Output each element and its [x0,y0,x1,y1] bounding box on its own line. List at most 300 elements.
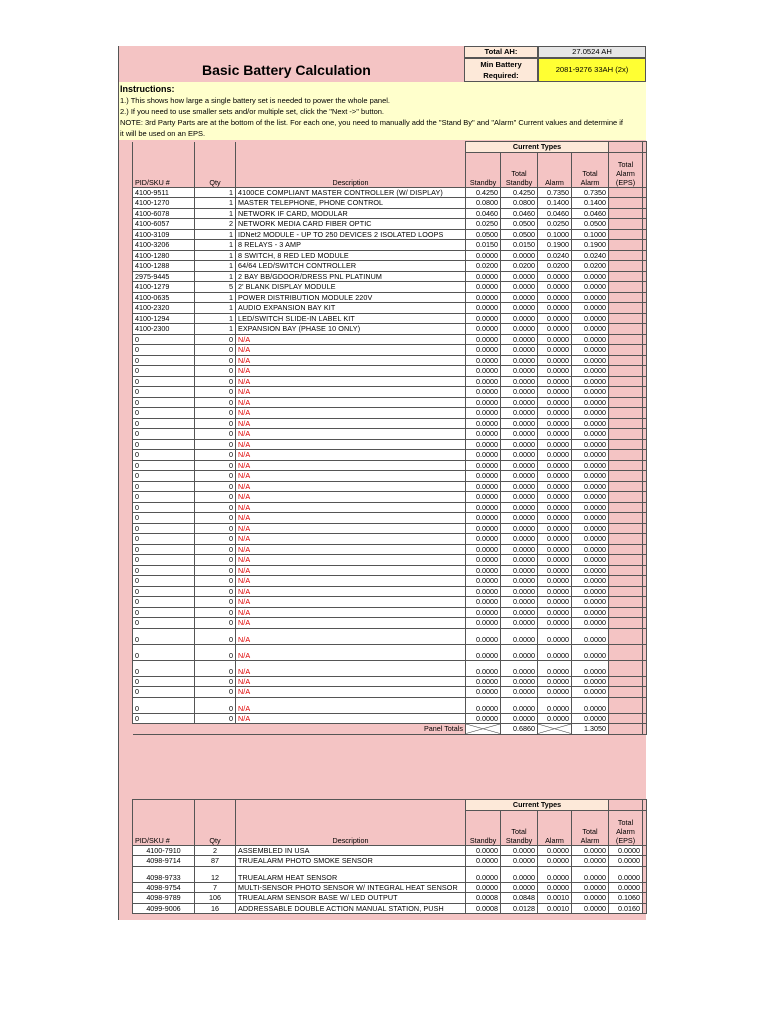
total-standby-cell: 0.0000 [501,687,538,698]
total-alarm-cell: 0.0460 [572,208,609,219]
alarm-cell: 0.0000 [538,502,572,513]
sku-cell: 0 [133,376,195,387]
sku-cell: 0 [133,345,195,356]
column-header-standby: Standby [466,810,501,845]
description-cell: LED/SWITCH SLIDE-IN LABEL KIT [236,313,466,324]
standby-cell: 0.0008 [466,903,501,914]
total-alarm-cell: 0.0000 [572,345,609,356]
eps-spacer [609,800,643,811]
total-alarm-cell: 0.0000 [572,397,609,408]
qty-cell: 87 [195,856,236,867]
total-alarm-cell: 0.0000 [572,292,609,303]
description-cell: N/A [236,366,466,377]
qty-cell: 0 [195,429,236,440]
total-alarm-cell: 0.0000 [572,866,609,882]
column-header-standby: Standby [466,152,501,187]
standby-cell: 0.0000 [466,429,501,440]
total-standby-cell: 0.0000 [501,502,538,513]
sku-cell: 4100-3206 [133,240,195,251]
total-alarm-cell: 0.0000 [572,882,609,893]
alarm-cell: 0.0000 [538,345,572,356]
total-alarm-eps-cell [609,408,643,419]
total-alarm-eps-cell [609,313,643,324]
table-row [133,513,647,524]
description-cell: TRUEALARM PHOTO SMOKE SENSOR [236,856,466,867]
sku-cell: 0 [133,544,195,555]
qty-cell: 5 [195,282,236,293]
total-alarm-eps-cell [609,429,643,440]
edge-spacer [643,313,647,324]
edge-spacer [643,586,647,597]
total-alarm-sum: 1.3050 [572,724,609,735]
description-cell: 8 SWITCH, 8 RED LED MODULE [236,250,466,261]
table-row [133,324,647,335]
total-standby-cell: 0.0000 [501,660,538,676]
alarm-cell: 0.0000 [538,882,572,893]
total-alarm-eps-cell [609,198,643,209]
standby-cell: 0.0000 [466,376,501,387]
current-types-row [133,142,647,153]
table-row [133,502,647,513]
cross-mark [538,724,571,734]
sku-cell: 0 [133,408,195,419]
table-row [133,229,647,240]
qty-cell: 0 [195,555,236,566]
min-battery-label-line1: Min Battery [480,60,522,69]
edge-spacer [643,618,647,629]
total-standby-cell: 0.0000 [501,523,538,534]
description-cell: N/A [236,450,466,461]
description-cell: POWER DISTRIBUTION MODULE 220V [236,292,466,303]
sku-cell: 4100-2300 [133,324,195,335]
total-alarm-eps-cell [609,208,643,219]
sku-cell: 4099-9006 [133,903,195,914]
alarm-cell: 0.0000 [538,687,572,698]
sku-cell: 0 [133,586,195,597]
total-alarm-cell: 0.0000 [572,544,609,555]
qty-cell: 2 [195,219,236,230]
total-alarm-eps-cell [609,240,643,251]
qty-cell: 1 [195,229,236,240]
total-standby-cell: 0.0000 [501,676,538,687]
edge-spacer [643,387,647,398]
total-alarm-eps-cell [609,229,643,240]
total-alarm-eps-cell [609,271,643,282]
alarm-cell: 0.0000 [538,292,572,303]
total-standby-cell: 0.0000 [501,597,538,608]
sku-cell: 4098-9754 [133,882,195,893]
standby-cell: 0.4250 [466,187,501,198]
sku-cell: 0 [133,687,195,698]
table-row [133,408,647,419]
description-cell: N/A [236,502,466,513]
edge-spacer [643,534,647,545]
table-row [133,219,647,230]
standby-cell: 0.0000 [466,387,501,398]
total-standby-cell: 0.0460 [501,208,538,219]
total-alarm-eps-cell: 0.0000 [609,845,643,856]
table-row [133,660,647,676]
total-standby-cell: 0.0150 [501,240,538,251]
total-alarm-cell: 0.1400 [572,198,609,209]
qty-cell: 0 [195,513,236,524]
alarm-cell: 0.0000 [538,355,572,366]
edge-spacer [643,366,647,377]
description-cell: N/A [236,376,466,387]
sku-cell: 4100-1279 [133,282,195,293]
total-standby-cell: 0.0000 [501,460,538,471]
alarm-cell: 0.0000 [538,697,572,713]
total-standby-cell: 0.0000 [501,534,538,545]
total-standby-cell: 0.0800 [501,198,538,209]
total-standby-cell: 0.0128 [501,903,538,914]
description-cell: N/A [236,534,466,545]
standby-cell: 0.0000 [466,324,501,335]
qty-cell: 0 [195,471,236,482]
sku-cell: 0 [133,660,195,676]
total-alarm-eps-cell [609,544,643,555]
alarm-cell: 0.0000 [538,565,572,576]
qty-cell: 0 [195,387,236,398]
total-standby-cell: 0.0000 [501,565,538,576]
table-row [133,586,647,597]
table-row [133,460,647,471]
total-alarm-eps-cell [609,418,643,429]
total-standby-cell: 0.0848 [501,893,538,904]
total-alarm-eps-cell [609,366,643,377]
total-alarm-eps-cell [609,481,643,492]
qty-cell: 1 [195,187,236,198]
column-header-sku: PID/SKU # [133,152,195,187]
empty-total-cross [466,724,501,735]
total-standby-cell: 0.4250 [501,187,538,198]
total-standby-cell: 0.0000 [501,866,538,882]
standby-cell: 0.0000 [466,471,501,482]
standby-cell: 0.0000 [466,397,501,408]
edge-spacer [643,429,647,440]
table-row [133,345,647,356]
total-alarm-eps-cell [609,261,643,272]
standby-cell: 0.0008 [466,893,501,904]
qty-cell: 0 [195,450,236,461]
qty-cell: 0 [195,418,236,429]
description-cell: N/A [236,565,466,576]
edge-spacer [643,345,647,356]
eps-spacer [609,142,643,153]
total-alarm-eps-cell [609,687,643,698]
standby-cell: 0.0500 [466,229,501,240]
standby-cell: 0.0000 [466,418,501,429]
total-standby-cell: 0.0000 [501,313,538,324]
standby-cell: 0.0000 [466,713,501,724]
description-cell: MULTI-SENSOR PHOTO SENSOR W/ INTEGRAL HEAT SENSOR [236,882,466,893]
total-alarm-eps-cell [609,523,643,534]
header-spacer [133,142,195,153]
cross-mark [466,724,500,734]
total-alarm-cell: 0.0000 [572,845,609,856]
total-standby-cell: 0.0000 [501,697,538,713]
total-alarm-eps-cell: 0.0160 [609,903,643,914]
total-alarm-cell: 0.0000 [572,334,609,345]
sku-cell: 0 [133,429,195,440]
description-cell: N/A [236,544,466,555]
total-alarm-cell: 0.0000 [572,387,609,398]
table-row [133,418,647,429]
description-cell: 4100CE COMPLIANT MASTER CONTROLLER (W/ DISPLAY) [236,187,466,198]
qty-cell: 1 [195,240,236,251]
standby-cell: 0.0000 [466,687,501,698]
qty-cell: 0 [195,481,236,492]
total-alarm-cell: 0.0000 [572,628,609,644]
sku-cell: 4100-1288 [133,261,195,272]
description-cell: 2 BAY BB/GDOOR/DRESS PNL PLATINUM [236,271,466,282]
standby-cell: 0.0000 [466,408,501,419]
standby-cell: 0.0000 [466,334,501,345]
total-standby-cell: 0.0000 [501,439,538,450]
standby-cell: 0.0000 [466,313,501,324]
total-alarm-cell: 0.7350 [572,187,609,198]
qty-cell: 0 [195,345,236,356]
column-header-total-alarm: Total Alarm [572,810,609,845]
standby-cell: 0.0000 [466,586,501,597]
total-alarm-eps-cell [609,676,643,687]
edge-spacer [643,450,647,461]
edge-spacer [643,724,647,735]
alarm-cell: 0.0000 [538,513,572,524]
table-row [133,893,647,904]
total-alarm-cell: 0.1000 [572,229,609,240]
total-alarm-cell: 0.0000 [572,687,609,698]
total-standby-sum: 0.6860 [501,724,538,735]
sku-cell: 4100-1294 [133,313,195,324]
total-alarm-cell: 0.0000 [572,565,609,576]
standby-cell: 0.0000 [466,607,501,618]
edge-spacer [643,198,647,209]
edge-spacer [643,229,647,240]
sku-cell: 4100-9511 [133,187,195,198]
standby-cell: 0.0000 [466,628,501,644]
description-cell: N/A [236,607,466,618]
edge-spacer [643,481,647,492]
alarm-cell: 0.0000 [538,481,572,492]
alarm-cell: 0.0000 [538,607,572,618]
total-alarm-cell: 0.0000 [572,697,609,713]
total-alarm-eps-cell [609,439,643,450]
standby-cell: 0.0000 [466,366,501,377]
total-alarm-cell: 0.0000 [572,676,609,687]
qty-cell: 0 [195,355,236,366]
standby-cell: 0.0150 [466,240,501,251]
alarm-cell: 0.0000 [538,324,572,335]
alarm-cell: 0.0000 [538,597,572,608]
qty-cell: 0 [195,576,236,587]
total-standby-cell: 0.0000 [501,882,538,893]
edge-spacer [643,565,647,576]
alarm-cell: 0.0000 [538,856,572,867]
empty-total-cross [538,724,572,735]
total-standby-cell: 0.0000 [501,586,538,597]
table-row [133,845,647,856]
panel-totals-label: Panel Totals [133,724,466,735]
edge-spacer [643,471,647,482]
description-cell: N/A [236,429,466,440]
sku-cell: 0 [133,576,195,587]
header-spacer [195,800,236,811]
standby-cell: 0.0000 [466,450,501,461]
total-alarm-eps-cell [609,324,643,335]
description-cell: 2' BLANK DISPLAY MODULE [236,282,466,293]
total-alarm-cell: 0.0000 [572,271,609,282]
sku-cell: 4100-6078 [133,208,195,219]
table-row [133,439,647,450]
total-standby-cell: 0.0000 [501,713,538,724]
qty-cell: 1 [195,198,236,209]
edge-spacer [643,208,647,219]
standby-cell: 0.0250 [466,219,501,230]
column-header-total-alarm-eps: Total Alarm (EPS) [609,810,643,845]
standby-cell: 0.0000 [466,660,501,676]
qty-cell: 0 [195,644,236,660]
total-alarm-cell: 0.0000 [572,502,609,513]
sku-cell: 0 [133,697,195,713]
qty-cell: 0 [195,565,236,576]
sku-cell: 4098-9789 [133,893,195,904]
page-title: Basic Battery Calculation [202,62,371,78]
total-standby-cell: 0.0500 [501,219,538,230]
table-row [133,429,647,440]
description-cell: N/A [236,355,466,366]
column-header-total-standby: Total Standby [501,152,538,187]
table-row [133,607,647,618]
description-cell: N/A [236,597,466,608]
current-types-label: Current Types [466,800,609,811]
description-cell: ASSEMBLED IN USA [236,845,466,856]
total-alarm-eps-cell [609,644,643,660]
standby-cell: 0.0000 [466,697,501,713]
table-row [133,313,647,324]
description-cell: AUDIO EXPANSION BAY KIT [236,303,466,314]
table-row [133,903,647,914]
eps-spacer [609,724,643,735]
total-standby-cell: 0.0000 [501,366,538,377]
edge-spacer [643,800,647,811]
edge-spacer [643,856,647,867]
edge-spacer [643,893,647,904]
standby-cell: 0.0000 [466,271,501,282]
qty-cell: 0 [195,687,236,698]
total-standby-cell: 0.0000 [501,644,538,660]
total-alarm-eps-cell [609,713,643,724]
description-cell: N/A [236,676,466,687]
qty-cell: 1 [195,324,236,335]
alarm-cell: 0.0000 [538,845,572,856]
total-standby-cell: 0.0000 [501,282,538,293]
edge-spacer [643,334,647,345]
total-alarm-eps-cell [609,565,643,576]
alarm-cell: 0.0000 [538,660,572,676]
panel-totals-row [133,724,647,735]
total-alarm-cell: 0.0000 [572,555,609,566]
total-alarm-cell: 0.0000 [572,660,609,676]
table-row [133,376,647,387]
total-standby-cell: 0.0000 [501,618,538,629]
qty-cell: 0 [195,697,236,713]
column-header-total-alarm-eps: Total Alarm (EPS) [609,152,643,187]
sku-cell: 4100-2320 [133,303,195,314]
standby-cell: 0.0000 [466,502,501,513]
description-cell: N/A [236,628,466,644]
alarm-cell: 0.0000 [538,576,572,587]
standby-cell: 0.0000 [466,544,501,555]
sku-cell: 0 [133,555,195,566]
min-battery-label [464,58,538,82]
total-alarm-eps-cell [609,219,643,230]
instructions-panel [118,82,646,140]
alarm-cell: 0.0000 [538,303,572,314]
qty-cell: 0 [195,439,236,450]
total-standby-cell: 0.0000 [501,324,538,335]
standby-cell: 0.0000 [466,534,501,545]
standby-cell: 0.0000 [466,856,501,867]
description-cell: IDNet2 MODULE - UP TO 250 DEVICES 2 ISOLATED LOOPS [236,229,466,240]
total-alarm-cell: 0.0000 [572,523,609,534]
qty-cell: 0 [195,628,236,644]
alarm-cell: 0.0000 [538,450,572,461]
edge-spacer [643,628,647,644]
table-row [133,187,647,198]
description-cell: N/A [236,387,466,398]
description-cell: N/A [236,418,466,429]
alarm-cell: 0.0000 [538,644,572,660]
edge-spacer [643,544,647,555]
sku-cell: 0 [133,355,195,366]
standby-cell: 0.0460 [466,208,501,219]
total-alarm-eps-cell [609,334,643,345]
standby-cell: 0.0000 [466,345,501,356]
sku-cell: 0 [133,460,195,471]
edge-spacer [643,240,647,251]
total-alarm-eps-cell [609,303,643,314]
description-cell: TRUEALARM HEAT SENSOR [236,866,466,882]
qty-cell: 0 [195,334,236,345]
total-ah-label: Total AH: [464,46,538,58]
sku-cell: 0 [133,676,195,687]
edge-spacer [643,271,647,282]
total-alarm-eps-cell [609,555,643,566]
edge-spacer [643,502,647,513]
total-alarm-eps-cell [609,697,643,713]
sku-cell: 0 [133,450,195,461]
qty-cell: 0 [195,597,236,608]
edge-spacer [643,492,647,503]
total-alarm-eps-cell [609,450,643,461]
table-row [133,523,647,534]
edge-spacer [643,303,647,314]
total-standby-cell: 0.0000 [501,856,538,867]
sku-cell: 0 [133,565,195,576]
qty-cell: 16 [195,903,236,914]
sku-cell: 0 [133,366,195,377]
table-row [133,597,647,608]
total-alarm-eps-cell [609,660,643,676]
table-row [133,355,647,366]
qty-cell: 0 [195,492,236,503]
sku-cell: 0 [133,607,195,618]
qty-cell: 7 [195,882,236,893]
edge-spacer [643,142,647,153]
alarm-cell: 0.1000 [538,229,572,240]
description-cell: NETWORK MEDIA CARD FIBER OPTIC [236,219,466,230]
